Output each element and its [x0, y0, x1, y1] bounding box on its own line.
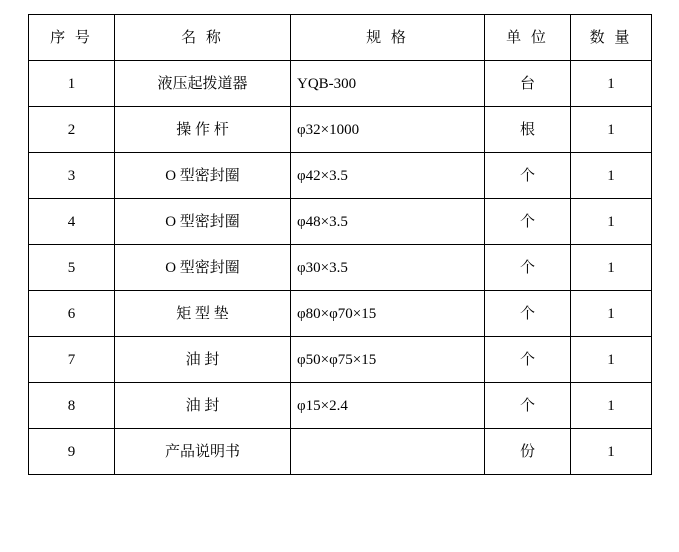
table-body	[29, 61, 652, 475]
column-header-unit: 单 位	[485, 15, 571, 61]
cell-qty: 1	[571, 383, 652, 429]
column-header-name: 名 称	[115, 15, 291, 61]
cell-qty: 1	[571, 429, 652, 475]
cell-unit: 个	[485, 337, 571, 383]
cell-unit: 根	[485, 107, 571, 153]
table-row	[29, 199, 652, 245]
cell-name: 产品说明书	[115, 429, 291, 475]
parts-list-table	[28, 14, 652, 475]
table-row	[29, 107, 652, 153]
cell-qty: 1	[571, 291, 652, 337]
cell-no: 3	[29, 153, 115, 199]
cell-unit: 台	[485, 61, 571, 107]
table-row	[29, 153, 652, 199]
cell-name: 油 封	[115, 383, 291, 429]
cell-qty: 1	[571, 61, 652, 107]
column-header-qty: 数 量	[571, 15, 652, 61]
column-header-no: 序 号	[29, 15, 115, 61]
cell-qty: 1	[571, 153, 652, 199]
cell-unit: 个	[485, 383, 571, 429]
cell-no: 6	[29, 291, 115, 337]
cell-name: 油 封	[115, 337, 291, 383]
table-row	[29, 429, 652, 475]
cell-name: O 型密封圈	[115, 199, 291, 245]
cell-unit: 个	[485, 291, 571, 337]
table-row	[29, 383, 652, 429]
cell-spec: YQB-300	[291, 61, 485, 107]
cell-qty: 1	[571, 245, 652, 291]
cell-spec	[291, 429, 485, 475]
cell-qty: 1	[571, 107, 652, 153]
cell-qty: 1	[571, 199, 652, 245]
cell-no: 9	[29, 429, 115, 475]
table-header	[29, 15, 652, 61]
column-header-spec: 规 格	[291, 15, 485, 61]
table-row	[29, 291, 652, 337]
cell-no: 8	[29, 383, 115, 429]
cell-name: O 型密封圈	[115, 245, 291, 291]
cell-spec: φ50×φ75×15	[291, 337, 485, 383]
cell-spec: φ15×2.4	[291, 383, 485, 429]
cell-no: 2	[29, 107, 115, 153]
cell-no: 1	[29, 61, 115, 107]
cell-spec: φ32×1000	[291, 107, 485, 153]
cell-name: 操 作 杆	[115, 107, 291, 153]
table-row	[29, 337, 652, 383]
cell-unit: 个	[485, 153, 571, 199]
cell-name: O 型密封圈	[115, 153, 291, 199]
cell-spec: φ80×φ70×15	[291, 291, 485, 337]
table-header-row	[29, 15, 652, 61]
cell-unit: 个	[485, 245, 571, 291]
document-page	[0, 14, 679, 552]
cell-no: 7	[29, 337, 115, 383]
cell-unit: 个	[485, 199, 571, 245]
cell-no: 5	[29, 245, 115, 291]
cell-name: 矩 型 垫	[115, 291, 291, 337]
table-row	[29, 61, 652, 107]
table-row	[29, 245, 652, 291]
cell-spec: φ42×3.5	[291, 153, 485, 199]
cell-spec: φ30×3.5	[291, 245, 485, 291]
cell-no: 4	[29, 199, 115, 245]
cell-qty: 1	[571, 337, 652, 383]
cell-name: 液压起拨道器	[115, 61, 291, 107]
cell-spec: φ48×3.5	[291, 199, 485, 245]
cell-unit: 份	[485, 429, 571, 475]
